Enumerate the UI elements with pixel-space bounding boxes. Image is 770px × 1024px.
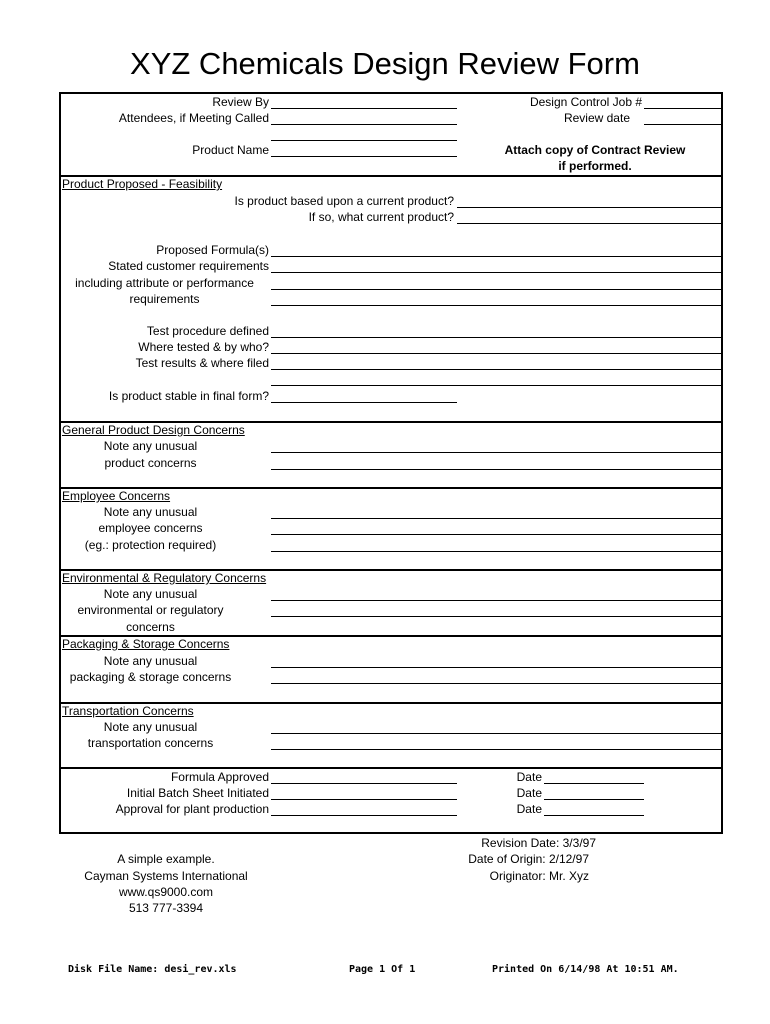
test-results-field-2[interactable]: [271, 385, 722, 386]
contact-line-1: A simple example.: [117, 852, 215, 866]
requirements-field-1[interactable]: [271, 272, 722, 273]
employee-note-label: Note any unusual: [103, 505, 198, 519]
test-results-field[interactable]: [271, 369, 722, 370]
transportation-note-label: Note any unusual: [103, 720, 198, 734]
section-divider: [59, 767, 723, 769]
attendees-field-2[interactable]: [271, 140, 457, 141]
employee-concerns-field-1[interactable]: [271, 518, 722, 519]
revision-date: Revision Date: 3/3/97: [481, 836, 596, 850]
review-date-label: Review date: [563, 111, 630, 125]
attach-note-line-1: Attach copy of Contract Review: [504, 143, 686, 157]
date-field-3[interactable]: [544, 815, 644, 816]
packaging-field-2[interactable]: [271, 683, 722, 684]
section-heading-feasibility: Product Proposed - Feasibility: [62, 177, 223, 191]
test-procedure-field[interactable]: [271, 337, 722, 338]
requirements-field-2[interactable]: [271, 289, 722, 290]
plant-production-field[interactable]: [271, 815, 457, 816]
stable-field[interactable]: [271, 402, 457, 403]
review-by-field[interactable]: [271, 108, 457, 109]
date-label-2: Date: [516, 786, 542, 800]
test-results-label: Test results & where filed: [135, 356, 269, 370]
initial-batch-label: Initial Batch Sheet Initiated: [126, 786, 269, 800]
based-on-current-label: Is product based upon a current product?: [234, 194, 454, 208]
employee-concerns-field-2[interactable]: [271, 534, 722, 535]
transportation-concerns-label: transportation concerns: [87, 736, 214, 750]
requirements-field-3[interactable]: [271, 305, 722, 306]
contact-line-2: Cayman Systems International: [84, 869, 248, 883]
packaging-concerns-label: packaging & storage concerns: [69, 670, 232, 684]
date-field-2[interactable]: [544, 799, 644, 800]
plant-production-label: Approval for plant production: [115, 802, 269, 816]
section-heading-transportation: Transportation Concerns: [62, 704, 194, 718]
including-label: including attribute or performance: [75, 276, 254, 290]
transportation-field-2[interactable]: [271, 749, 722, 750]
environmental-note-label: Note any unusual: [103, 587, 198, 601]
where-tested-field[interactable]: [271, 353, 722, 354]
proposed-formula-label: Proposed Formula(s): [156, 243, 269, 257]
employee-concerns-field-3[interactable]: [271, 551, 722, 552]
printed-on: Printed On 6/14/98 At 10:51 AM.: [492, 964, 679, 975]
transportation-field-1[interactable]: [271, 733, 722, 734]
review-date-field[interactable]: [644, 124, 722, 125]
formula-approved-label: Formula Approved: [170, 770, 269, 784]
section-heading-environmental: Environmental & Regulatory Concerns: [62, 571, 267, 585]
page-number: Page 1 Of 1: [349, 964, 416, 975]
attendees-field[interactable]: [271, 124, 457, 125]
section-heading-general: General Product Design Concerns: [62, 423, 245, 437]
environmental-field-1[interactable]: [271, 600, 722, 601]
general-concerns-label: product concerns: [104, 456, 197, 470]
employee-concerns-label: employee concerns: [98, 521, 203, 535]
based-on-current-field[interactable]: [457, 207, 722, 208]
general-note-label: Note any unusual: [103, 439, 198, 453]
attach-note-line-2: if performed.: [558, 159, 632, 173]
test-procedure-label: Test procedure defined: [146, 324, 269, 338]
date-label-3: Date: [516, 802, 542, 816]
date-field-1[interactable]: [544, 783, 644, 784]
environmental-concerns-label-2: concerns: [126, 620, 175, 634]
formula-approved-field[interactable]: [271, 783, 457, 784]
where-tested-label: Where tested & by who?: [138, 340, 269, 354]
packaging-field-1[interactable]: [271, 667, 722, 668]
form-title: XYZ Chemicals Design Review Form: [130, 46, 640, 81]
general-concerns-field-1[interactable]: [271, 452, 722, 453]
attendees-label: Attendees, if Meeting Called: [118, 111, 269, 125]
environmental-concerns-label: environmental or regulatory: [77, 603, 224, 617]
general-concerns-field-2[interactable]: [271, 469, 722, 470]
environmental-field-2[interactable]: [271, 616, 722, 617]
design-control-job-label: Design Control Job #: [529, 95, 642, 109]
stable-label: Is product stable in final form?: [108, 389, 269, 403]
section-heading-packaging: Packaging & Storage Concerns: [62, 637, 230, 651]
which-product-field[interactable]: [457, 223, 722, 224]
disk-file-name: Disk File Name: desi_rev.xls: [68, 964, 237, 975]
stated-requirements-label: Stated customer requirements: [108, 259, 269, 273]
contact-website: www.qs9000.com: [118, 885, 214, 899]
section-heading-employee: Employee Concerns: [62, 489, 171, 503]
originator: Originator: Mr. Xyz: [489, 869, 589, 883]
date-of-origin: Date of Origin: 2/12/97: [468, 852, 589, 866]
review-by-label: Review By: [212, 95, 269, 109]
requirements-label: requirements: [129, 292, 200, 306]
design-control-job-field[interactable]: [644, 108, 722, 109]
product-name-field[interactable]: [271, 156, 457, 157]
proposed-formula-field[interactable]: [271, 256, 722, 257]
which-product-label: If so, what current product?: [308, 210, 454, 224]
product-name-label: Product Name: [192, 143, 269, 157]
packaging-note-label: Note any unusual: [103, 654, 198, 668]
contact-phone: 513 777-3394: [128, 901, 204, 915]
date-label-1: Date: [516, 770, 542, 784]
employee-example-label: (eg.: protection required): [84, 538, 217, 552]
initial-batch-field[interactable]: [271, 799, 457, 800]
